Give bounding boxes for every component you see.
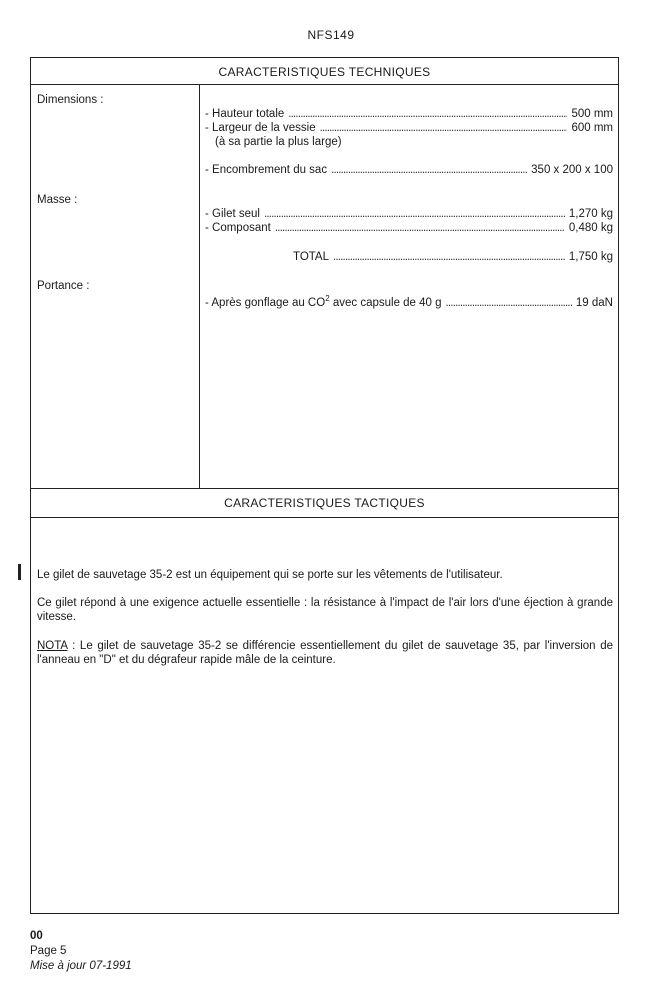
paragraph: Le gilet de sauvetage 35-2 est un équipement qui se porte sur les vêtements de l'utilisateur. — [37, 569, 503, 581]
apres-row — [205, 294, 613, 309]
apres-name — [205, 294, 442, 309]
footer-code: 00 — [30, 930, 43, 942]
largeur-row — [205, 122, 613, 134]
gilet-row — [205, 208, 613, 220]
apres-sup: 2 — [325, 294, 330, 303]
total-row — [293, 251, 613, 263]
leader-dots — [333, 251, 565, 263]
update-date: Mise à jour 07-1991 — [30, 960, 132, 972]
gilet-value: 1,270 kg — [568, 208, 613, 220]
column-divider — [199, 85, 200, 488]
portance-label: Portance : — [37, 280, 90, 292]
dimensions-label: Dimensions : — [37, 94, 104, 106]
apres-prefix: - Après gonflage au CO — [205, 296, 326, 309]
document-code: NFS149 — [307, 28, 355, 42]
masse-label: Masse : — [37, 194, 78, 206]
paragraph: Ce gilet répond à une exigence actuelle essentielle : la résistance à l'impact de l'air lors d'une éjection à grande vitesse. — [37, 597, 613, 623]
divider — [31, 84, 618, 85]
gilet-name: - Gilet seul — [205, 208, 260, 220]
composant-name: - Composant — [205, 222, 271, 234]
nota-paragraph — [37, 639, 613, 667]
encombrement-row — [205, 164, 613, 176]
hauteur-value: 500 mm — [571, 108, 613, 120]
divider — [31, 517, 618, 518]
technical-section-title: CARACTERISTIQUES TECHNIQUES — [218, 65, 431, 79]
composant-row — [205, 222, 613, 234]
characteristics-frame — [30, 57, 619, 914]
encombrement-name: - Encombrement du sac — [205, 164, 328, 176]
encombrement-value: 350 x 200 x 100 — [531, 164, 613, 176]
largeur-value: 600 mm — [571, 122, 613, 134]
divider — [31, 488, 618, 489]
revision-bar — [18, 564, 21, 580]
hauteur-name: - Hauteur totale — [205, 108, 285, 120]
leader-dots — [320, 122, 568, 134]
leader-dots — [264, 208, 565, 220]
nota-label: NOTA — [37, 640, 68, 652]
leader-dots — [331, 164, 527, 176]
page-number: Page 5 — [30, 945, 67, 957]
apres-value: 19 daN — [575, 296, 613, 309]
total-name: TOTAL — [293, 251, 329, 263]
total-value: 1,750 kg — [568, 251, 613, 263]
nota-text: : Le gilet de sauvetage 35-2 se différencie essentiellement du gilet de sauvetage 35, par l'inversion de l'anneau en "D" et du dégrafeur rapide mâle de la ceinture. — [37, 640, 613, 666]
largeur-note: (à sa partie la plus large) — [215, 136, 342, 148]
leader-dots — [288, 108, 567, 120]
composant-value: 0,480 kg — [568, 222, 613, 234]
leader-dots — [275, 222, 565, 234]
largeur-name: - Largeur de la vessie — [205, 122, 316, 134]
leader-dots — [446, 297, 572, 309]
hauteur-row — [205, 108, 613, 120]
tactical-section-title: CARACTERISTIQUES TACTIQUES — [224, 496, 425, 510]
apres-suffix: avec capsule de 40 g — [329, 296, 442, 309]
